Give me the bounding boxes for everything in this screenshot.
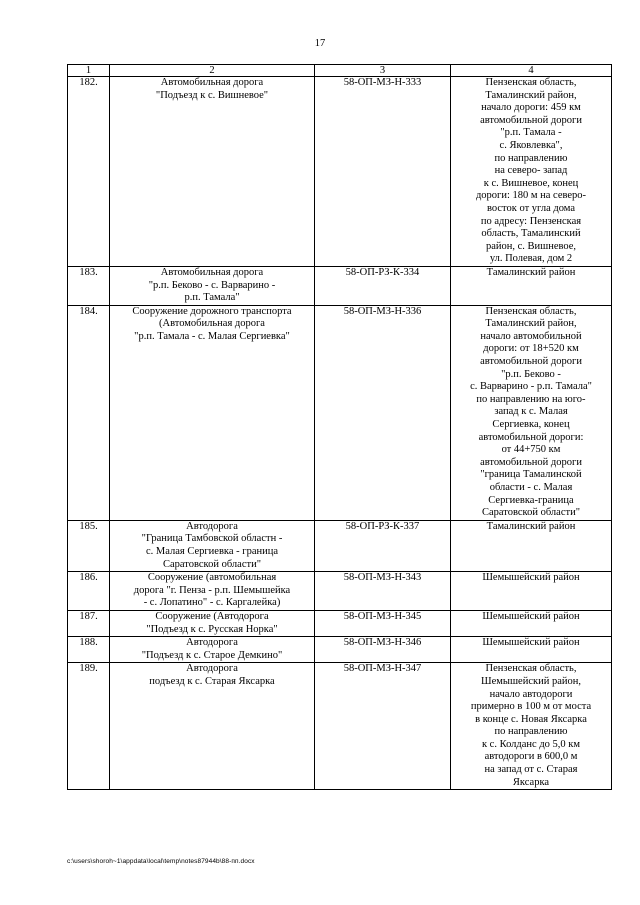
road-id: 58-ОП-МЗ-Н-347 — [315, 663, 451, 790]
road-location: Шемышейский район — [451, 610, 612, 636]
road-name: Автомобильная дорога "р.п. Беково - с. Варварино - р.п. Тамала" — [110, 266, 315, 305]
road-id: 58-ОП-МЗ-Н-346 — [315, 637, 451, 663]
table-header-row — [68, 65, 612, 77]
road-name: Сооружение дорожного транспорта (Автомобильная дорога "р.п. Тамала - с. Малая Сергиевка" — [110, 305, 315, 520]
road-location: Тамалинский район — [451, 520, 612, 571]
row-number: 185. — [68, 520, 110, 571]
road-registry-table — [67, 64, 612, 790]
page-number: 17 — [314, 38, 326, 49]
road-location: Шемышейский район — [451, 572, 612, 611]
table-row — [68, 663, 612, 790]
road-location: Пензенская область, Шемышейский район, начало автодороги примерно в 100 м от моста в конце с. Новая Яксарка по направлению к с. Колданс до 5,0 км автодороги в 600,0 м на запад от с. Старая Яксарка — [451, 663, 612, 790]
table-row — [68, 520, 612, 571]
road-name: Сооружение (Автодорога "Подъезд к с. Русская Норка" — [110, 610, 315, 636]
column-header-1: 1 — [68, 65, 110, 77]
road-id: 58-ОП-РЗ-К-337 — [315, 520, 451, 571]
road-location: Тамалинский район — [451, 266, 612, 305]
table-row — [68, 637, 612, 663]
table-row — [68, 572, 612, 611]
table-row — [68, 305, 612, 520]
road-location: Пензенская область, Тамалинский район, начало дороги: 459 км автомобильной дороги "р.п. Тамала - с. Яковлевка", по направлению на северо- запад к с. Вишневое, конец дороги: 180 м на северо- восток от угла дома по адресу: Пензенская область, Тамалинский район, с. Вишневое, ул. Полевая, дом 2 — [451, 77, 612, 267]
road-name: Автодорога "Граница Тамбовской областн - с. Малая Сергиевка - граница Саратовской области" — [110, 520, 315, 571]
row-number: 182. — [68, 77, 110, 267]
road-id: 58-ОП-РЗ-К-334 — [315, 266, 451, 305]
road-id: 58-ОП-МЗ-Н-345 — [315, 610, 451, 636]
column-header-4: 4 — [451, 65, 612, 77]
row-number: 184. — [68, 305, 110, 520]
row-number: 187. — [68, 610, 110, 636]
table-row — [68, 610, 612, 636]
row-number: 183. — [68, 266, 110, 305]
row-number: 189. — [68, 663, 110, 790]
row-number: 188. — [68, 637, 110, 663]
road-location: Шемышейский район — [451, 637, 612, 663]
row-number: 186. — [68, 572, 110, 611]
table-row — [68, 77, 612, 267]
table-row — [68, 266, 612, 305]
road-id: 58-ОП-МЗ-Н-336 — [315, 305, 451, 520]
road-name: Автомобильная дорога "Подъезд к с. Вишневое" — [110, 77, 315, 267]
footer-file-path: c:\users\shoroh~1\appdata\local\temp\notes87944b\88-пп.docx — [67, 858, 255, 865]
road-location: Пензенская область, Тамалинский район, начало автомобильной дороги: от 18+520 км автомобильной дороги "р.п. Беково - с. Варварино - р.п. Тамала" по направлению на юго- запад к с. Малая Сергиевка, конец автомобильной дороги: от 44+750 км автомобильной дороги "граница Тамалинской области - с. Малая Сергиевка-граница Саратовской области" — [451, 305, 612, 520]
column-header-2: 2 — [110, 65, 315, 77]
road-name: Автодорога "Подъезд к с. Старое Демкино" — [110, 637, 315, 663]
road-id: 58-ОП-МЗ-Н-333 — [315, 77, 451, 267]
road-name: Автодорога подъезд к с. Старая Яксарка — [110, 663, 315, 790]
road-name: Сооружение (автомобильная дорога "г. Пенза - р.п. Шемышейка - с. Лопатино" - с. Каргалейка) — [110, 572, 315, 611]
road-id: 58-ОП-МЗ-Н-343 — [315, 572, 451, 611]
column-header-3: 3 — [315, 65, 451, 77]
